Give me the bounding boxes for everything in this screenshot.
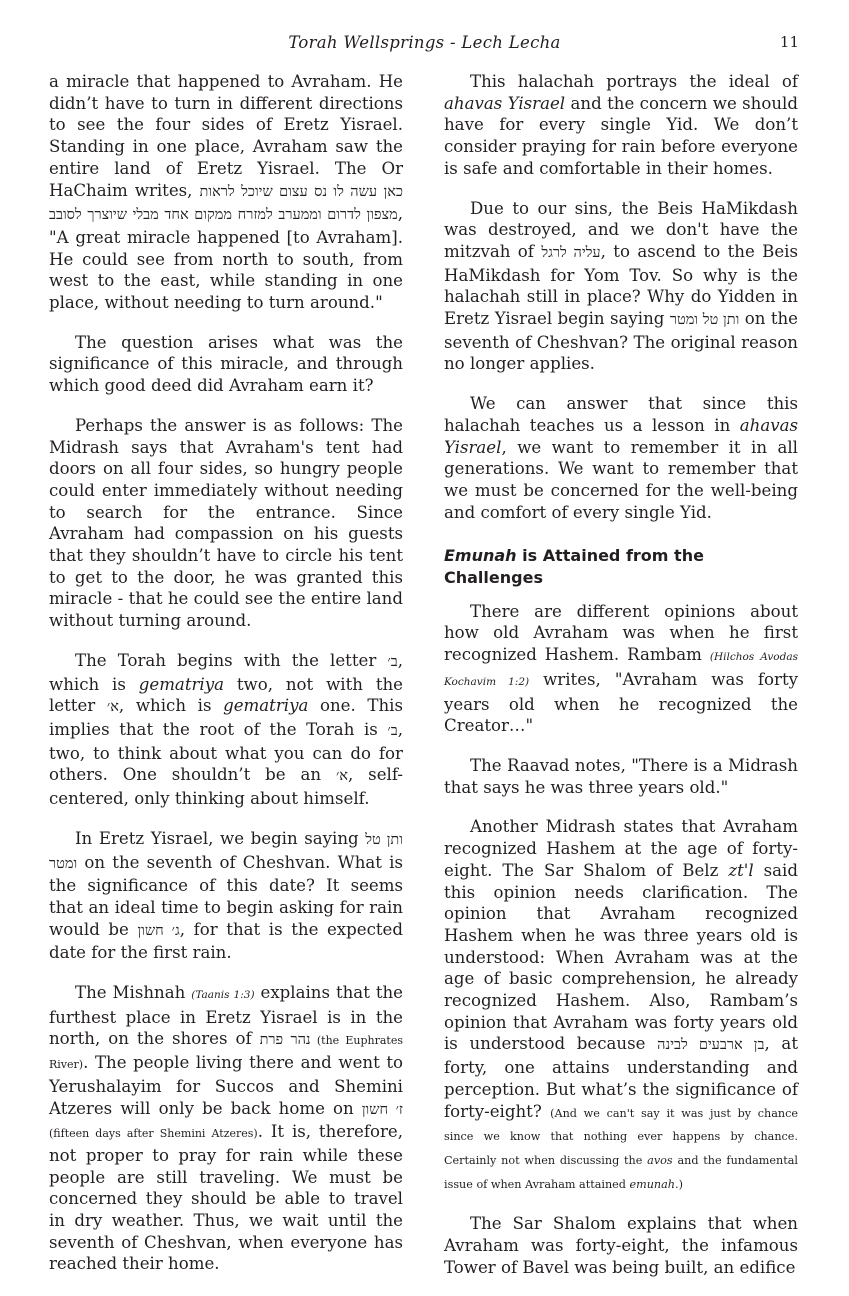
source-reference: (Hilchos Avodas Kochavim 1:2) (444, 651, 798, 688)
parenthetical-note: (And we can't say it was just by chance since we know that nothing ever happens by chance. Certainly not when discussing the avos and the fundamental issue of when Avraham attained emunah.) (444, 1106, 798, 1191)
page-number: 11 (779, 33, 799, 51)
paragraph: In Eretz Yisrael, we begin saying ותן טל ומטר on the seventh of Cheshvan. What is the significance of this date? It seems that an ideal time to begin asking for rain would be ג׳ חשון, for that is the expected date for the first rain. (49, 828, 403, 963)
left-column (49, 71, 403, 1293)
paragraph: There are different opinions about how old Avraham was when he first recognized Hashem. Rambam (Hilchos Avodas Kochavim 1:2) writes, "Avraham was forty years old when he recognized the Creator…" (444, 601, 798, 736)
paragraph: The Mishnah (Taanis 1:3) explains that the furthest place in Eretz Yisrael is in the north, on the shores of נהר פרת (the Euphrates River). The people living there and went to Yerushalayim for Succos and Shemini Atzeres will only be back home on ז׳ חשון (fifteen days after Shemini Atzeres). It is, therefore, not proper to pray for rain while these people are still traveling. We must be concerned they should be able to travel in dry weather. Thus, we wait until the seventh of Cheshvan, when everyone has reached their home. (49, 983, 403, 1274)
paragraph: This halachah portrays the ideal of ahavas Yisrael and the concern we should have for every single Yid. We don’t consider praying for rain before everyone is safe and comfortable in their homes. (444, 72, 798, 178)
section-heading: Emunah is Attained from the Challenges (444, 546, 704, 588)
paragraph: We can answer that since this halachah teaches us a lesson in ahavas Yisrael, we want to remember it in all generations. We want to remember that we must be concerned for the well-being and comfort of every single Yid. (444, 394, 798, 522)
source-reference: (Taanis 1:3) (191, 989, 255, 1002)
running-header (50, 33, 799, 55)
right-column (444, 71, 798, 1296)
paragraph: a miracle that happened to Avraham. He didn’t have to turn in different directions to see the four sides of Eretz Yisrael. Standing in one place, Avraham saw the entire land of Eretz Yisrael. The Or HaChaim writes, כאן עשה לו נס עצום שיוכל לראות מצפון לדרום וממערב למזרח ממקום אחד מבלי שיוצרך לסובב, "A great miracle happened [to Avraham]. He could see from north to south, from west to the east, while standing in one place, without needing to turn around." (49, 72, 403, 313)
paragraph: Due to our sins, the Beis HaMikdash was destroyed, and we don't have the mitzvah of עליה לרגל, to ascend to the Beis HaMikdash for Yom Tov. So why is the halachah still in place? Why do Yidden in Eretz Yisrael begin saying ותן טל ומטר on the seventh of Cheshvan? The original reason no longer applies. (444, 198, 798, 374)
paragraph: Perhaps the answer is as follows: The Midrash says that Avraham's tent had doors on all four sides, so hungry people could enter immediately without needing to search for the entrance. Since Avraham had compassion on his guests that they shouldn’t have to circle his tent to get to the door, he was granted this miracle - that he could see the entire land without turning around. (49, 415, 403, 631)
paragraph: The Torah begins with the letter ב׳, which is gematriya two, not with the letter א׳, which is gematriya one. This implies that the root of the Torah is ב׳, two, to think about what you can do for others. One shouldn’t be an א׳, self-centered, only thinking about himself. (49, 650, 403, 809)
paragraph: The Sar Shalom explains that when Avraham was forty-eight, the infamous Tower of Bavel was being built, an edifice (444, 1214, 798, 1277)
running-title: Torah Wellsprings - Lech Lecha (288, 33, 561, 52)
hebrew-quote: כאן עשה לו נס עצום שיוכל לראות מצפון לדרום וממערב למזרח ממקום אחד מבלי שיוצרך לסובב (49, 183, 403, 224)
paragraph: The Raavad notes, "There is a Midrash that says he was three years old." (444, 755, 798, 797)
paragraph: The question arises what was the significance of this miracle, and through which good deed did Avraham earn it? (49, 332, 403, 396)
paragraph: Another Midrash states that Avraham recognized Hashem at the age of forty-eight. The Sar Shalom of Belz zt'l said this opinion needs clarification. The opinion that Avraham recognized Hashem when he was three years old is understood: When Avraham was at the age of basic comprehension, he already recognized Hashem. Also, Rambam’s opinion that Avraham was forty years old is understood because בן ארבעים לבינה, at forty, one attains understanding and perception. But what’s the significance of forty-eight? (And we can't say it was just by chance since we know that nothing ever happens by chance. Certainly not when discussing the avos and the fundamental issue of when Avraham attained emunah.) (444, 817, 798, 1191)
